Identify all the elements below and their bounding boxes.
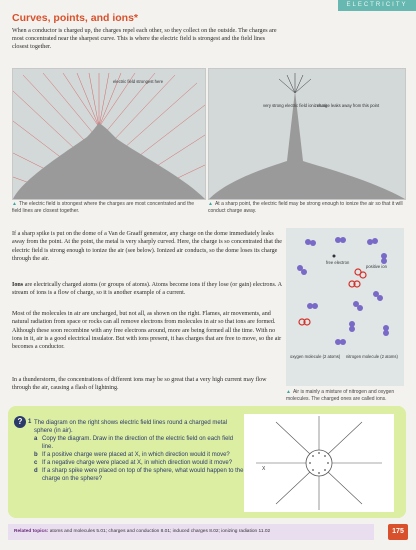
question-item (34, 435, 244, 451)
question-item (34, 467, 244, 483)
page-number: 175 (388, 524, 408, 540)
question-box (8, 406, 406, 518)
fig1-caption (12, 201, 204, 215)
item-letter: b (34, 452, 38, 458)
section-tab: ELECTRICITY (338, 0, 416, 11)
dome-field-figure (12, 68, 206, 200)
atoms-caption-text: Air is mainly a mixture of nitrogen and oxygen molecules. The charged ones are called ions. (286, 389, 395, 402)
item-text: If a negative charge were placed at X, in which direction would it move? (42, 460, 233, 466)
intro-paragraph: When a conductor is charged up, the charges repel each other, so they collect on the outside. The charges are most concentrated near the sharpest curve. This is where the electric field is strongest and the field lines closest together. (12, 28, 277, 51)
fig2-label-left: very strong electric field ionizes air (263, 103, 328, 108)
item-text: Copy the diagram. Draw in the direction of the electric field on each field line. (42, 436, 234, 450)
item-letter: c (34, 460, 38, 466)
question-number: 1 (28, 419, 32, 425)
oxygen-label: oxygen molecule (2 atoms) (290, 354, 341, 359)
related-topics-list: atoms and molecules 5.01; charges and conduction 8.01; induced charges 8.02; ionizing radiation 11.02 (49, 529, 271, 534)
triangle-bullet-icon: ▲ (286, 389, 291, 395)
fig2-caption-text: At a sharp point, the electric field may be strong enough to ionize the air so that it will conduct charge away. (208, 201, 403, 214)
question-item (34, 459, 244, 467)
atoms-caption (286, 389, 404, 403)
ions-keyword: Ions (12, 282, 24, 288)
dome-field-diagram (13, 69, 205, 199)
fig1-label: electric field strongest here (113, 79, 164, 84)
fig2-label-right: charge leaks away from this point (317, 103, 380, 108)
free-electron-label: free electron (326, 260, 350, 265)
question-stem: The diagram on the right shows electric field lines round a charged metal sphere (in air). (34, 420, 228, 434)
sharp-point-diagram (209, 69, 405, 199)
positive-ion-label: positive ion (366, 264, 387, 269)
item-text: If a positive charge were placed at X, in which direction would it move? (42, 452, 230, 458)
question-item (34, 451, 244, 459)
related-topics-label: Related topics: (14, 529, 49, 534)
page-title: Curves, points, and ions* (12, 12, 139, 24)
related-topics-bar (8, 524, 374, 540)
ions-definition: are electrically charged atoms (or groups of atoms). Atoms become ions if they lose (or gain) electrons. A stream of ions is a flow of charge, so it is another example of a current. (12, 282, 282, 297)
item-text: If a sharp spike were placed on top of the sphere, what would happen to the charge on the sphere? (42, 468, 244, 482)
air-molecules-figure (286, 228, 404, 386)
paragraph-ions (12, 281, 282, 298)
item-letter: a (34, 436, 38, 442)
paragraph-air-molecules: Most of the molecules in air are uncharged, but not all, as shown on the right. Flames, air movements, and natural radiation from space or rocks can all remove electrons from molecules in air so that ions are formed. Although these soon recombine with any free electrons around, more are being formed all the time. With no ions in it, air is a good electrical insulator. But with ions present, it has charges that are free to move, so the air becomes a conductor. (12, 311, 282, 351)
question-text (34, 419, 244, 483)
triangle-bullet-icon: ▲ (12, 201, 17, 207)
nitrogen-label: nitrogen molecule (2 atoms) (346, 354, 398, 359)
paragraph-thunderstorm: In a thunderstorm, the concentrations of different ions may be so great that a very high current may flow through the air, causing a flash of lightning. (12, 377, 267, 392)
triangle-bullet-icon: ▲ (208, 201, 213, 207)
sharp-point-figure (208, 68, 406, 200)
question-icon: ? (14, 416, 26, 428)
paragraph-van-de-graaff: If a sharp spike is put on the dome of a Van de Graaff generator, any charge on the dome immediately leaks away from the point. At the point, the metal is very sharply curved. Here, the charge is so concentrated that the electric field is strong enough to ionize the air (see below). Ionized air conducts, so the dome loses its charge through the air. (12, 231, 282, 262)
fig1-caption-text: The electric field is strongest where the charges are most concentrated and the field lines are closest together. (12, 201, 195, 214)
fig2-caption (208, 201, 404, 215)
sphere-field-figure (244, 414, 394, 512)
point-x-label: X (262, 466, 266, 472)
item-letter: d (34, 468, 38, 474)
air-molecules-diagram (286, 228, 404, 386)
sphere-field-diagram (244, 414, 394, 512)
